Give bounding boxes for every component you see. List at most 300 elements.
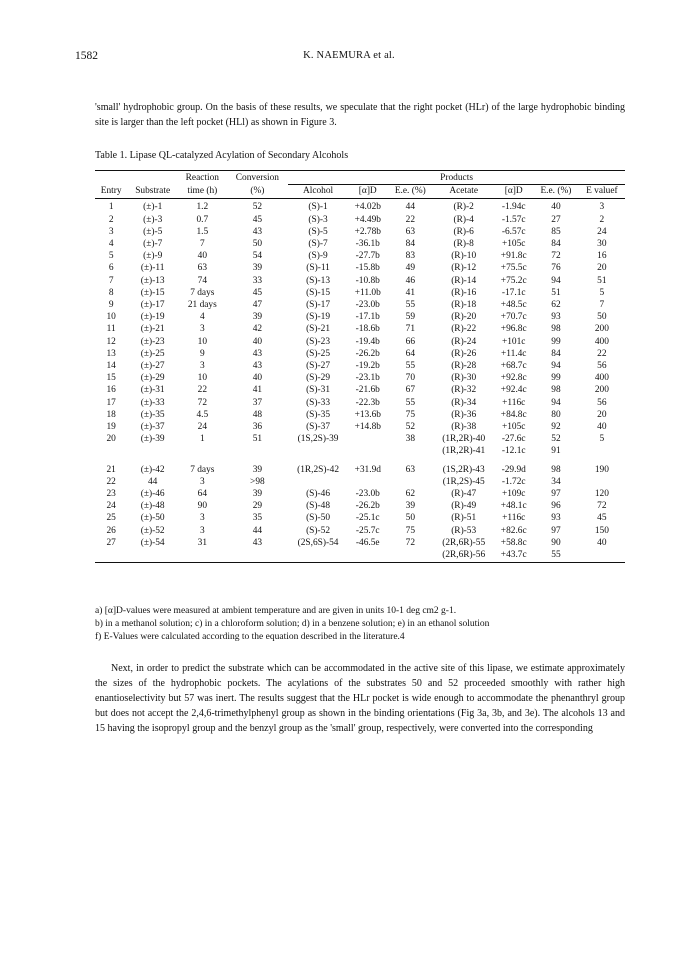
- footnote-a: a) [α]D-values were measured at ambient temperature and are given in units 10-1 deg cm2 g-1.: [95, 606, 457, 616]
- alcohol-rotation-cell: -25.1c: [355, 513, 380, 524]
- alcohol-rotation-cell: -19.2b: [355, 361, 380, 372]
- header-reaction: Reaction: [178, 171, 227, 185]
- e-value-cell: 51: [597, 275, 607, 286]
- acetate-cell: (2R,6R)-56: [433, 549, 494, 563]
- e-value-cell: 150: [594, 525, 609, 536]
- acetate-cell: (R)-16: [451, 287, 477, 298]
- time-cell: 74: [197, 275, 207, 286]
- time-cell: 7: [199, 239, 205, 250]
- substrate-cell: (±)-33: [140, 397, 165, 408]
- conversion-cell: 43: [252, 226, 263, 237]
- acetate-ee-cell: 94: [551, 361, 561, 372]
- substrate-cell: (±)-50: [140, 513, 165, 524]
- acetate-ee-cell: 90: [551, 537, 561, 548]
- acetate-ee-cell: 84: [551, 348, 561, 359]
- table-row: [95, 433, 625, 445]
- substrate-cell: (±)-11: [140, 263, 165, 274]
- e-value-cell: [579, 445, 625, 457]
- acetate-rotation-cell: +92.8c: [500, 373, 527, 384]
- substrate-cell: [127, 549, 178, 563]
- acetate-rotation-cell: +43.7c: [494, 549, 533, 563]
- entry-cell: 1: [108, 202, 114, 213]
- col-acetate-rotation: [α]D: [494, 185, 533, 199]
- acetate-cell: (R)-26: [451, 348, 477, 359]
- alcohol-cell: (2S,6S)-54: [297, 537, 339, 548]
- acetate-rotation-cell: -1.57c: [501, 214, 526, 225]
- acetate-cell: (R)-18: [451, 300, 477, 311]
- col-alcohol-ee: E.e. (%): [388, 185, 434, 199]
- alcohol-ee-cell: 50: [405, 513, 416, 524]
- entry-cell: 25: [106, 513, 116, 524]
- alcohol-ee-cell: 75: [405, 525, 416, 536]
- footnote-f: f) E-Values were calculated according to the equation described in the literature.4: [95, 632, 405, 642]
- conversion-cell: 29: [252, 501, 263, 512]
- acetate-cell: (2R,6R)-55: [442, 537, 486, 548]
- conversion-cell: 41: [252, 385, 263, 396]
- acetate-rotation-cell: +75.5c: [500, 263, 527, 274]
- e-value-cell: 40: [597, 537, 607, 548]
- e-value-cell: 56: [597, 361, 607, 372]
- alcohol-ee-cell: 22: [405, 214, 416, 225]
- col-e-value: E valuef: [579, 185, 625, 199]
- e-value-cell: 400: [594, 373, 609, 384]
- header-conversion: Conversion: [227, 171, 289, 185]
- alcohol-rotation-cell: -23.1b: [355, 373, 380, 384]
- acetate-ee-cell: 85: [551, 226, 561, 237]
- e-value-cell: [579, 476, 625, 488]
- alcohol-ee-cell: 67: [405, 385, 416, 396]
- entry-cell: 7: [108, 275, 114, 286]
- alcohol-cell: (S)-21: [306, 324, 331, 335]
- substrate-cell: (±)-1: [143, 202, 163, 213]
- acetate-cell: (R)-30: [451, 373, 477, 384]
- time-cell: 40: [197, 251, 207, 262]
- alcohol-ee-cell: 66: [405, 336, 416, 347]
- alcohol-cell: (S)-17: [306, 300, 331, 311]
- page-header: [75, 50, 623, 66]
- conversion-cell: 50: [252, 239, 263, 250]
- alcohol-cell: (S)-3: [308, 214, 328, 225]
- time-cell: 3: [199, 324, 205, 335]
- entry-cell: 24: [106, 501, 116, 512]
- time-cell: 3: [199, 513, 205, 524]
- alcohol-ee-cell: 84: [405, 239, 416, 250]
- acetate-cell: (R)-47: [451, 489, 477, 500]
- conversion-cell: 35: [252, 513, 263, 524]
- alcohol-rotation-cell: -17.1b: [355, 312, 380, 323]
- substrate-cell: (±)-21: [140, 324, 165, 335]
- alcohol-rotation-cell: -26.2b: [355, 501, 380, 512]
- acetate-rotation-cell: +116c: [502, 397, 526, 408]
- table-row: [95, 488, 625, 500]
- acetate-rotation-cell: +91.8c: [500, 251, 527, 262]
- alcohol-ee-cell: [388, 476, 434, 488]
- page-number: 1582: [75, 50, 98, 62]
- acetate-ee-cell: 34: [551, 476, 561, 487]
- time-cell: 90: [197, 501, 207, 512]
- table-row: [95, 445, 625, 457]
- substrate-cell: [127, 445, 178, 457]
- acetate-rotation-cell: +48.1c: [500, 501, 527, 512]
- entry-cell: 15: [106, 373, 116, 384]
- acetate-cell: (1R,2S)-45: [442, 476, 485, 487]
- conversion-cell: [227, 549, 289, 563]
- entry-cell: 14: [106, 361, 116, 372]
- table-row: [95, 226, 625, 238]
- conversion-cell: 39: [252, 312, 263, 323]
- table-row: [95, 360, 625, 372]
- table-row: [95, 336, 625, 348]
- time-cell: 0.7: [196, 214, 209, 225]
- substrate-cell: (±)-39: [140, 434, 165, 445]
- acetate-rotation-cell: +105c: [501, 422, 526, 433]
- acetate-cell: (R)-20: [451, 312, 477, 323]
- intro-paragraph: 'small' hydrophobic group. On the basis of these results, we speculate that the right pocket (HLr) of the large hydrophobic binding site is larger than the left pocket (HLl) as shown in Figure 3.: [95, 102, 625, 128]
- alcohol-cell: (S)-50: [306, 513, 331, 524]
- time-cell: [178, 445, 227, 457]
- alcohol-cell: (1R,2S)-42: [297, 464, 340, 475]
- table-row: [95, 500, 625, 512]
- conversion-cell: [227, 445, 289, 457]
- acetate-ee-cell: 91: [551, 446, 561, 457]
- time-cell: 3: [199, 476, 205, 487]
- conversion-cell: 37: [252, 397, 263, 408]
- entry-cell: 5: [108, 251, 114, 262]
- header-products: Products: [288, 171, 625, 185]
- time-cell: 31: [197, 537, 207, 548]
- e-value-cell: 30: [597, 239, 607, 250]
- acetate-rotation-cell: +105c: [501, 239, 526, 250]
- conversion-cell: 47: [252, 300, 263, 311]
- time-cell: 4.5: [196, 409, 209, 420]
- acetate-cell: (1R,2R)-40: [442, 434, 486, 445]
- alcohol-cell: (S)-15: [306, 287, 331, 298]
- acetate-ee-cell: 40: [551, 202, 561, 213]
- entry-cell: 27: [106, 537, 116, 548]
- acetate-rotation-cell: -27.6c: [501, 434, 526, 445]
- time-cell: 7 days: [190, 464, 215, 475]
- table-row: [95, 537, 625, 549]
- substrate-cell: (±)-13: [140, 275, 165, 286]
- alcohol-cell: (S)-5: [308, 226, 328, 237]
- acetate-cell: (R)-32: [451, 385, 477, 396]
- table-row: [95, 458, 625, 476]
- acetate-ee-cell: 99: [551, 373, 561, 384]
- time-cell: [178, 549, 227, 563]
- e-value-cell: 20: [597, 263, 607, 274]
- table-row: [95, 512, 625, 524]
- alcohol-rotation-cell: -36.1b: [355, 239, 380, 250]
- acetate-cell: (R)-4: [453, 214, 474, 225]
- table-row: [95, 262, 625, 274]
- e-value-cell: [579, 549, 625, 563]
- substrate-cell: (±)-54: [140, 537, 165, 548]
- acetate-ee-cell: 94: [551, 275, 561, 286]
- alcohol-ee-cell: 49: [405, 263, 416, 274]
- acetate-ee-cell: 99: [551, 336, 561, 347]
- time-cell: 24: [197, 422, 207, 433]
- e-value-cell: 7: [599, 300, 605, 311]
- e-value-cell: 56: [597, 397, 607, 408]
- entry-cell: 9: [108, 300, 114, 311]
- substrate-cell: (±)-17: [140, 300, 165, 311]
- time-cell: 22: [197, 385, 207, 396]
- acetate-ee-cell: 51: [551, 287, 561, 298]
- table-column-header-row: [95, 185, 625, 199]
- alcohol-cell: (S)-1: [308, 202, 328, 213]
- alcohol-rotation-cell: -27.7b: [355, 251, 380, 262]
- conversion-cell: 40: [252, 373, 263, 384]
- conversion-cell: 33: [252, 275, 263, 286]
- col-substrate: Substrate: [127, 185, 178, 199]
- acetate-cell: (R)-49: [451, 501, 477, 512]
- alcohol-ee-cell: 52: [405, 422, 416, 433]
- entry-cell: 13: [106, 348, 116, 359]
- col-time: time (h): [178, 185, 227, 199]
- alcohol-cell: (S)-52: [306, 525, 331, 536]
- alcohol-cell: [288, 476, 348, 488]
- time-cell: 10: [197, 336, 207, 347]
- conversion-cell: 48: [252, 409, 263, 420]
- conversion-cell: 44: [252, 525, 263, 536]
- alcohol-cell: (S)-37: [306, 422, 331, 433]
- time-cell: 3: [199, 525, 205, 536]
- alcohol-rotation-cell: -21.6b: [355, 385, 380, 396]
- substrate-cell: (±)-25: [140, 348, 165, 359]
- acetate-cell: (R)-14: [451, 275, 477, 286]
- substrate-cell: (±)-9: [143, 251, 163, 262]
- acetate-ee-cell: 72: [551, 251, 561, 262]
- entry-cell: 20: [106, 434, 116, 445]
- e-value-cell: 45: [597, 513, 607, 524]
- e-value-cell: 16: [597, 251, 607, 262]
- time-cell: 10: [197, 373, 207, 384]
- alcohol-ee-cell: 62: [405, 489, 416, 500]
- alcohol-cell: (S)-13: [306, 275, 331, 286]
- table-row: [95, 199, 625, 214]
- conversion-cell: 40: [252, 336, 263, 347]
- substrate-cell: (±)-29: [140, 373, 165, 384]
- e-value-cell: 400: [594, 336, 609, 347]
- e-value-cell: 3: [599, 202, 605, 213]
- alcohol-cell: (S)-7: [308, 239, 328, 250]
- alcohol-rotation-cell: +13.6b: [354, 409, 381, 420]
- e-value-cell: 5: [599, 287, 605, 298]
- alcohol-rotation-cell: -23.0b: [355, 489, 380, 500]
- conversion-cell: >98: [250, 476, 265, 487]
- alcohol-ee-cell: 72: [405, 537, 416, 548]
- substrate-cell: (±)-5: [143, 226, 163, 237]
- alcohol-ee-cell: 55: [405, 361, 416, 372]
- acetate-rotation-cell: +75.2c: [500, 275, 527, 286]
- alcohol-cell: [288, 445, 348, 457]
- alcohol-ee-cell: [388, 445, 434, 457]
- acetate-cell: (R)-2: [453, 202, 474, 213]
- alcohol-rotation-cell: +4.02b: [354, 202, 381, 213]
- entry-cell: 18: [106, 409, 116, 420]
- alcohol-ee-cell: 64: [405, 348, 416, 359]
- acetate-ee-cell: 93: [551, 513, 561, 524]
- col-acetate-ee: E.e. (%): [533, 185, 579, 199]
- alcohol-cell: (S)-9: [308, 251, 328, 262]
- entry-cell: 3: [108, 226, 114, 237]
- acetate-ee-cell: 80: [551, 409, 561, 420]
- e-value-cell: 22: [597, 348, 607, 359]
- substrate-cell: (±)-27: [140, 361, 165, 372]
- acetate-cell: (R)-28: [451, 361, 477, 372]
- alcohol-rotation-cell: +31.9d: [354, 464, 381, 475]
- time-cell: 1.2: [196, 202, 209, 213]
- entry-cell: 23: [106, 489, 116, 500]
- alcohol-rotation-cell: +4.49b: [354, 214, 381, 225]
- acetate-cell: (R)-12: [451, 263, 477, 274]
- acetate-rotation-cell: +11.4c: [500, 348, 527, 359]
- substrate-cell: (±)-15: [140, 287, 165, 298]
- entry-cell: 26: [106, 525, 116, 536]
- table-row: [95, 287, 625, 299]
- e-value-cell: 40: [597, 422, 607, 433]
- entry-cell: 21: [106, 464, 116, 475]
- table-row: [95, 372, 625, 384]
- acetate-cell: (R)-10: [451, 251, 477, 262]
- table-row: [95, 476, 625, 488]
- alcohol-ee-cell: 71: [405, 324, 416, 335]
- time-cell: 21 days: [187, 300, 217, 311]
- alcohol-cell: (S)-11: [306, 263, 330, 274]
- body-paragraph-text: Next, in order to predict the substrate which can be accommodated in the active site of this lipase, we estimate approximately the sizes of the hydrophobic pockets. The acylations of the substrates 50 and 52 proceeded smoothly with rather high enantioselectivity but 57 was inert. The results suggest that the HLr pocket is wide enough to accommodate the phenanthryl group but does not accept the 2,4,6-trimethylphenyl group as shown in the binding orientations (Fig 3a, 3b, and 3e). The alcohols 13 and 15 having the isopropyl group and the benzyl group as the 'small' group, respectively, were converted into the corresponding: [95, 663, 625, 734]
- conversion-cell: 39: [252, 464, 263, 475]
- acetate-ee-cell: 92: [551, 422, 561, 433]
- acetate-cell: (R)-53: [451, 525, 477, 536]
- alcohol-ee-cell: 46: [405, 275, 416, 286]
- acetate-cell: (1R,2R)-41: [442, 446, 486, 457]
- acetate-ee-cell: 94: [551, 397, 561, 408]
- alcohol-ee-cell: 83: [405, 251, 416, 262]
- acetate-rotation-cell: +101c: [501, 336, 526, 347]
- alcohol-rotation-cell: [348, 549, 388, 563]
- col-alcohol: Alcohol: [288, 185, 348, 199]
- acetate-rotation-cell: +68.7c: [500, 361, 527, 372]
- acetate-rotation-cell: +84.8c: [500, 409, 527, 420]
- time-cell: 9: [199, 348, 205, 359]
- time-cell: 3: [199, 361, 205, 372]
- alcohol-ee-cell: 59: [405, 312, 416, 323]
- table-body: [95, 199, 625, 563]
- table-row: [95, 348, 625, 360]
- acetate-ee-cell: 76: [551, 263, 561, 274]
- entry-cell: 2: [108, 214, 114, 225]
- acetate-rotation-cell: -12.1c: [501, 446, 526, 457]
- alcohol-ee-cell: 55: [405, 397, 416, 408]
- alcohol-cell: (S)-31: [306, 385, 331, 396]
- table-row: [95, 549, 625, 563]
- entry-cell: 22: [106, 476, 116, 487]
- e-value-cell: 24: [597, 226, 607, 237]
- e-value-cell: 200: [594, 324, 609, 335]
- substrate-cell: (±)-42: [140, 464, 165, 475]
- table-row: [95, 299, 625, 311]
- acetate-rotation-cell: -29.9d: [501, 464, 526, 475]
- footnote-b-e: b) in a methanol solution; c) in a chloroform solution; d) in a benzene solution; e) in an ethanol solution: [95, 619, 490, 629]
- acetate-rotation-cell: +58.8c: [500, 537, 527, 548]
- conversion-cell: 43: [252, 348, 263, 359]
- acetate-ee-cell: 52: [551, 434, 561, 445]
- entry-cell: 10: [106, 312, 116, 323]
- table-row: [95, 311, 625, 323]
- time-cell: 1.5: [196, 226, 209, 237]
- conversion-cell: 43: [252, 537, 263, 548]
- e-value-cell: 5: [599, 434, 605, 445]
- acetate-ee-cell: 96: [551, 501, 561, 512]
- table-row: [95, 238, 625, 250]
- e-value-cell: 190: [594, 464, 609, 475]
- alcohol-cell: (S)-19: [306, 312, 331, 323]
- table-group-header-row: [95, 171, 625, 185]
- time-cell: 7 days: [190, 287, 215, 298]
- alcohol-ee-cell: 38: [405, 434, 416, 445]
- alcohol-cell: (S)-46: [306, 489, 331, 500]
- alcohol-rotation-cell: -25.7c: [355, 525, 380, 536]
- col-acetate: Acetate: [433, 185, 494, 199]
- acetate-ee-cell: 93: [551, 312, 561, 323]
- entry-cell: 11: [106, 324, 116, 335]
- entry-cell: 12: [106, 336, 116, 347]
- alcohol-rotation-cell: +11.0b: [354, 287, 381, 298]
- acetate-ee-cell: 27: [551, 214, 561, 225]
- e-value-cell: 120: [594, 489, 609, 500]
- substrate-cell: (±)-35: [140, 409, 165, 420]
- entry-cell: 17: [106, 397, 116, 408]
- results-table: [95, 170, 625, 563]
- alcohol-rotation-cell: -22.3b: [355, 397, 380, 408]
- acetate-cell: (R)-38: [451, 422, 477, 433]
- alcohol-ee-cell: 75: [405, 409, 416, 420]
- table-row: [95, 397, 625, 409]
- time-cell: 64: [197, 489, 207, 500]
- col-alcohol-rotation: [α]D: [348, 185, 388, 199]
- alcohol-rotation-cell: [348, 445, 388, 457]
- acetate-rotation-cell: -17.1c: [501, 287, 526, 298]
- acetate-ee-cell: 98: [551, 464, 561, 475]
- acetate-rotation-cell: +96.8c: [500, 324, 527, 335]
- acetate-rotation-cell: -1.94c: [501, 202, 526, 213]
- alcohol-cell: (S)-27: [306, 361, 331, 372]
- e-value-cell: 20: [597, 409, 607, 420]
- acetate-ee-cell: 98: [551, 324, 561, 335]
- conversion-cell: 45: [252, 287, 263, 298]
- entry-cell: 6: [108, 263, 114, 274]
- alcohol-cell: (S)-25: [306, 348, 331, 359]
- table-row: [95, 384, 625, 396]
- acetate-ee-cell: 62: [551, 300, 561, 311]
- acetate-cell: (R)-34: [451, 397, 477, 408]
- acetate-rotation-cell: -1.72c: [501, 476, 526, 487]
- acetate-cell: (R)-36: [451, 409, 477, 420]
- alcohol-cell: (S)-35: [306, 409, 331, 420]
- acetate-rotation-cell: +82.6c: [500, 525, 527, 536]
- time-cell: 72: [197, 397, 207, 408]
- acetate-cell: (R)-51: [451, 513, 477, 524]
- table-row: [95, 409, 625, 421]
- entry-cell: [95, 445, 127, 457]
- conversion-cell: 54: [252, 251, 263, 262]
- table-row: [95, 250, 625, 262]
- alcohol-cell: (S)-29: [306, 373, 331, 384]
- acetate-cell: (R)-22: [451, 324, 477, 335]
- table-row: [95, 421, 625, 433]
- table-row: [95, 214, 625, 226]
- e-value-cell: 50: [597, 312, 607, 323]
